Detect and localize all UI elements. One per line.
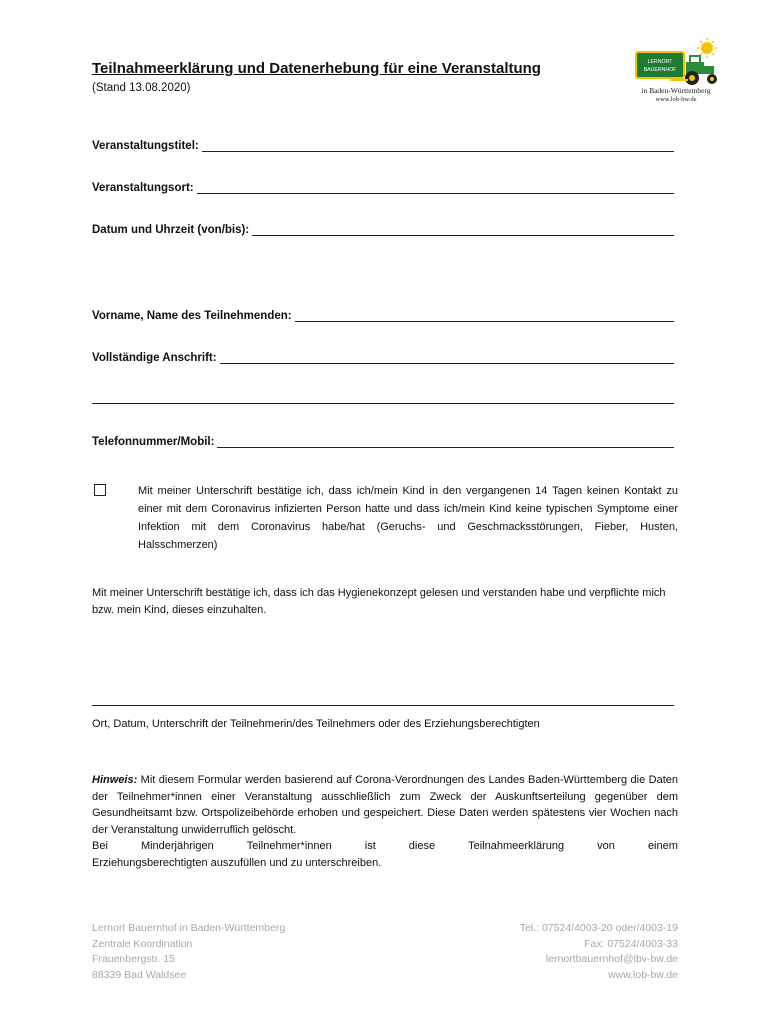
footer-website[interactable]: www.lob-bw.de <box>607 968 678 981</box>
address-field[interactable] <box>92 348 674 364</box>
footer-email[interactable]: lernortbauernhof@lbv-bw.de <box>545 953 678 965</box>
phone-label: Telefonnummer/Mobil: <box>92 436 215 448</box>
note-word: Teilnahmeerklärung <box>468 840 565 852</box>
event-place-line[interactable] <box>197 181 674 194</box>
note-minor-line-2: Erziehungsberechtigten auszufüllen und zu unterschreiben. <box>92 856 382 869</box>
address-line-2[interactable] <box>92 402 674 404</box>
signature-line[interactable] <box>92 704 674 706</box>
participant-name-label: Vorname, Name des Teilnehmenden: <box>92 310 292 322</box>
footer-city: 88339 Bad Waldsee <box>92 968 187 981</box>
note-word: Bei <box>92 840 108 852</box>
footer-fax: Fax: 07524/4003-33 <box>584 937 678 950</box>
note-word: von <box>597 840 615 852</box>
note-label: Hinweis: <box>92 774 138 786</box>
footer-address <box>92 921 285 983</box>
footer-street: Frauenbergstr. 15 <box>92 953 175 965</box>
event-title-label: Veranstaltungstitel: <box>92 140 199 152</box>
sign-board <box>636 52 684 78</box>
hygiene-statement: Mit meiner Unterschrift bestätige ich, dass ich das Hygienekonzept gelesen und verstanden habe und verpflichte mich bzw. mein Kind, dieses einzuhalten. <box>92 587 666 616</box>
document-title: Teilnahmeerklärung und Datenerhebung für eine Veranstaltung <box>92 60 541 77</box>
logo-text-url: www.lob-bw.de <box>655 96 697 103</box>
event-place-label: Veranstaltungsort: <box>92 182 194 194</box>
footer-org: Lernort Bauernhof in Baden-Württemberg <box>92 922 286 934</box>
note-paragraph <box>92 772 678 871</box>
address-label: Vollständige Anschrift: <box>92 352 217 364</box>
footer-department: Zentrale Koordination <box>92 937 193 950</box>
sign-text-1: LERNORT <box>647 59 673 65</box>
event-datetime-line[interactable] <box>252 223 674 236</box>
note-minor-line <box>92 838 678 855</box>
event-place-field[interactable] <box>92 178 674 194</box>
document-subtitle: (Stand 13.08.2020) <box>92 82 191 94</box>
note-word: einem <box>647 840 678 852</box>
participant-name-field[interactable] <box>92 306 674 322</box>
note-text: Mit diesem Formular werden basierend auf Corona-Verordnungen des Landes Baden-Württemberg die Daten der Teilnehmer*innen einer Veranstaltung ausschließlich zum Zweck der Auskunftserteilung gegenüber dem Gesundheitsamt bzw. Ortspolizeibehörde erhoben und gespeichert. Diese Daten werden spätestens vier Wochen nach der Veranstaltung unwiderruflich gelöscht. <box>92 774 678 836</box>
participant-name-line[interactable] <box>295 309 674 322</box>
address-line[interactable] <box>220 351 674 364</box>
note-word: Minderjährigen <box>140 840 214 852</box>
note-word: diese <box>408 840 436 852</box>
signature-caption: Ort, Datum, Unterschrift der Teilnehmerin/des Teilnehmers oder des Erziehungsberechtigten <box>92 718 540 730</box>
sign-text-2: BAUERNHOF <box>643 67 677 73</box>
event-title-line[interactable] <box>202 139 674 152</box>
note-word: Teilnehmer*innen <box>246 840 332 852</box>
footer-contact <box>520 921 678 983</box>
event-title-field[interactable] <box>92 136 674 152</box>
event-datetime-field[interactable] <box>92 220 674 236</box>
phone-line[interactable] <box>217 435 674 448</box>
logo-text-region: in Baden-Württemberg <box>641 86 711 95</box>
footer-phone: Tel.: 07524/4003-20 oder/4003-19 <box>519 922 678 934</box>
event-datetime-label: Datum und Uhrzeit (von/bis): <box>92 224 250 236</box>
note-word: ist <box>364 840 376 852</box>
phone-field[interactable] <box>92 432 674 448</box>
consent-text: Mit meiner Unterschrift bestätige ich, dass ich/mein Kind in den vergangenen 14 Tagen keinen Kontakt zu einer mit dem Coronavirus infizierten Person hatte und dass ich/mein Kind keine typischen Symptome einer Infektion mit dem Coronavirus habe/hat (Geruchs- und Geschmacksstörungen, Fieber, Husten, Halsschmerzen) <box>138 485 678 551</box>
consent-checkbox[interactable] <box>94 484 106 496</box>
